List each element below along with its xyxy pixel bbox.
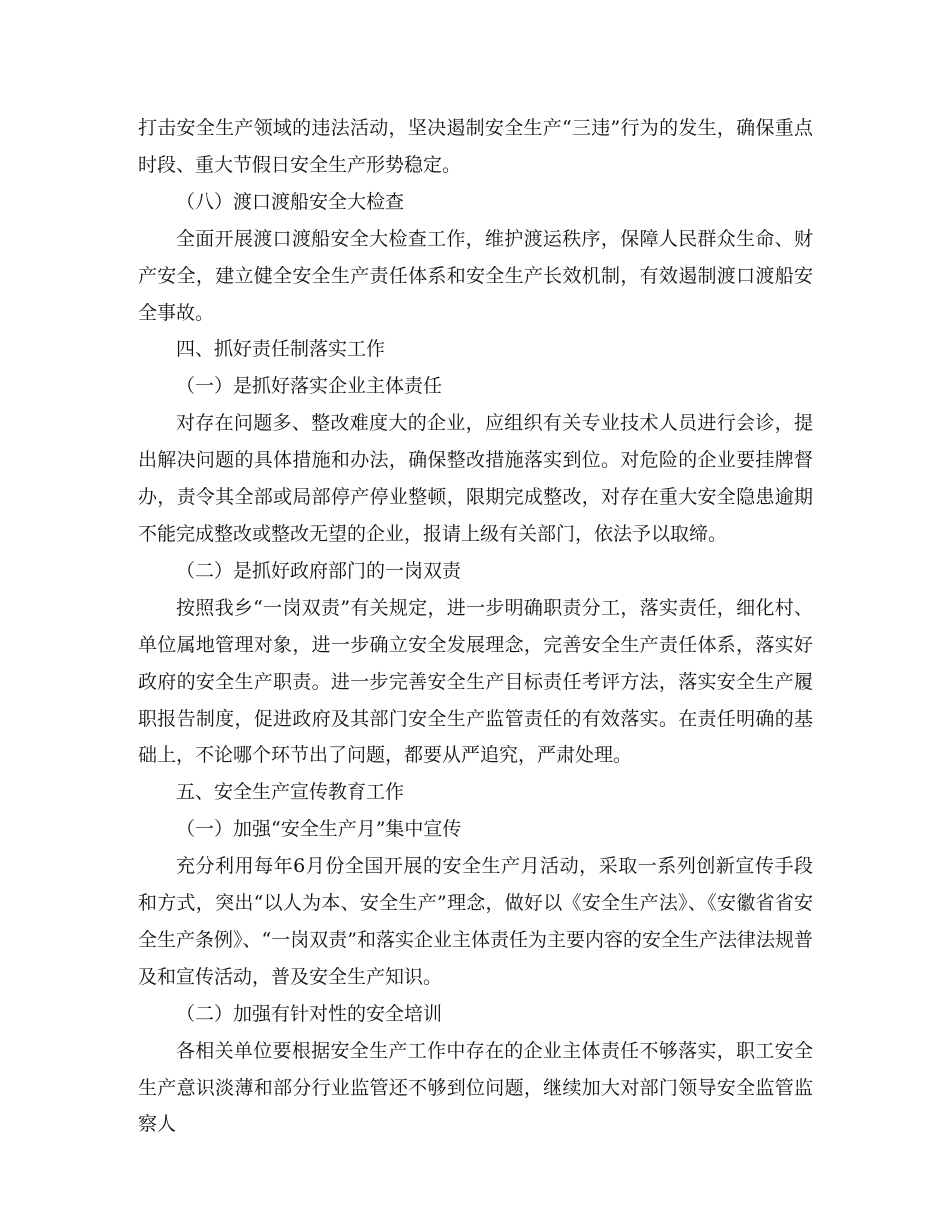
paragraph-continued: 打击安全生产领域的违法活动，坚决遏制安全生产“三违”行为的发生，确保重点时段、重大节假日安全生产形势稳定。 bbox=[138, 117, 813, 176]
subheading-ferry-inspection: （八）渡口渡船安全大检查 bbox=[176, 190, 405, 213]
subheading-targeted-training: （二）加强有针对性的安全培训 bbox=[176, 1002, 443, 1025]
paragraph-targeted-training: 各相关单位要根据安全生产工作中存在的企业主体责任不够落实，职工安全生产意识淡薄和部分行业监管还不够到位问题，继续加大对部门领导安全监管监察人 bbox=[138, 1039, 813, 1136]
subheading-government-dual-duty: （二）是抓好政府部门的一岗双责 bbox=[176, 559, 462, 582]
paragraph-ferry-inspection: 全面开展渡口渡船安全大检查工作，维护渡运秩序，保障人民群众生命、财产安全，建立健全安全生产责任体系和安全生产长效机制，有效遏制渡口渡船安全事故。 bbox=[138, 227, 813, 324]
paragraph-enterprise-responsibility: 对存在问题多、整改难度大的企业，应组织有关专业技术人员进行会诊，提出解决问题的具体措施和办法，确保整改措施落实到位。对危险的企业要挂牌督办，责令其全部或局部停产停业整顿，限期完成整改，对存在重大安全隐患逾期不能完成整改或整改无望的企业，报请上级有关部门，依法予以取缔。 bbox=[138, 412, 813, 545]
heading-safety-education: 五、安全生产宣传教育工作 bbox=[176, 781, 405, 804]
document-body bbox=[138, 110, 813, 1143]
paragraph-safety-month: 充分利用每年6月份全国开展的安全生产月活动，采取一系列创新宣传手段和方式，突出“以人为本、安全生产”理念，做好以《安全生产法》、《安徽省省安全生产条例》、“一岗双责”和落实企业主体责任为主要内容的安全生产法律法规普及和宣传活动，普及安全生产知识。 bbox=[138, 855, 813, 988]
subheading-enterprise-responsibility: （一）是抓好落实企业主体责任 bbox=[176, 375, 443, 398]
subheading-safety-month: （一）加强“安全生产月”集中宣传 bbox=[176, 818, 462, 841]
heading-responsibility: 四、抓好责任制落实工作 bbox=[176, 338, 386, 361]
paragraph-government-dual-duty: 按照我乡“一岗双责”有关规定，进一步明确职责分工，落实责任，细化村、单位属地管理对象，进一步确立安全发展理念，完善安全生产责任体系，落实好政府的安全生产职责。进一步完善安全生产目标责任考评方法，落实安全生产履职报告制度，促进政府及其部门安全生产监管责任的有效落实。在责任明确的基础上，不论哪个环节出了问题，都要从严追究，严肃处理。 bbox=[138, 596, 813, 767]
